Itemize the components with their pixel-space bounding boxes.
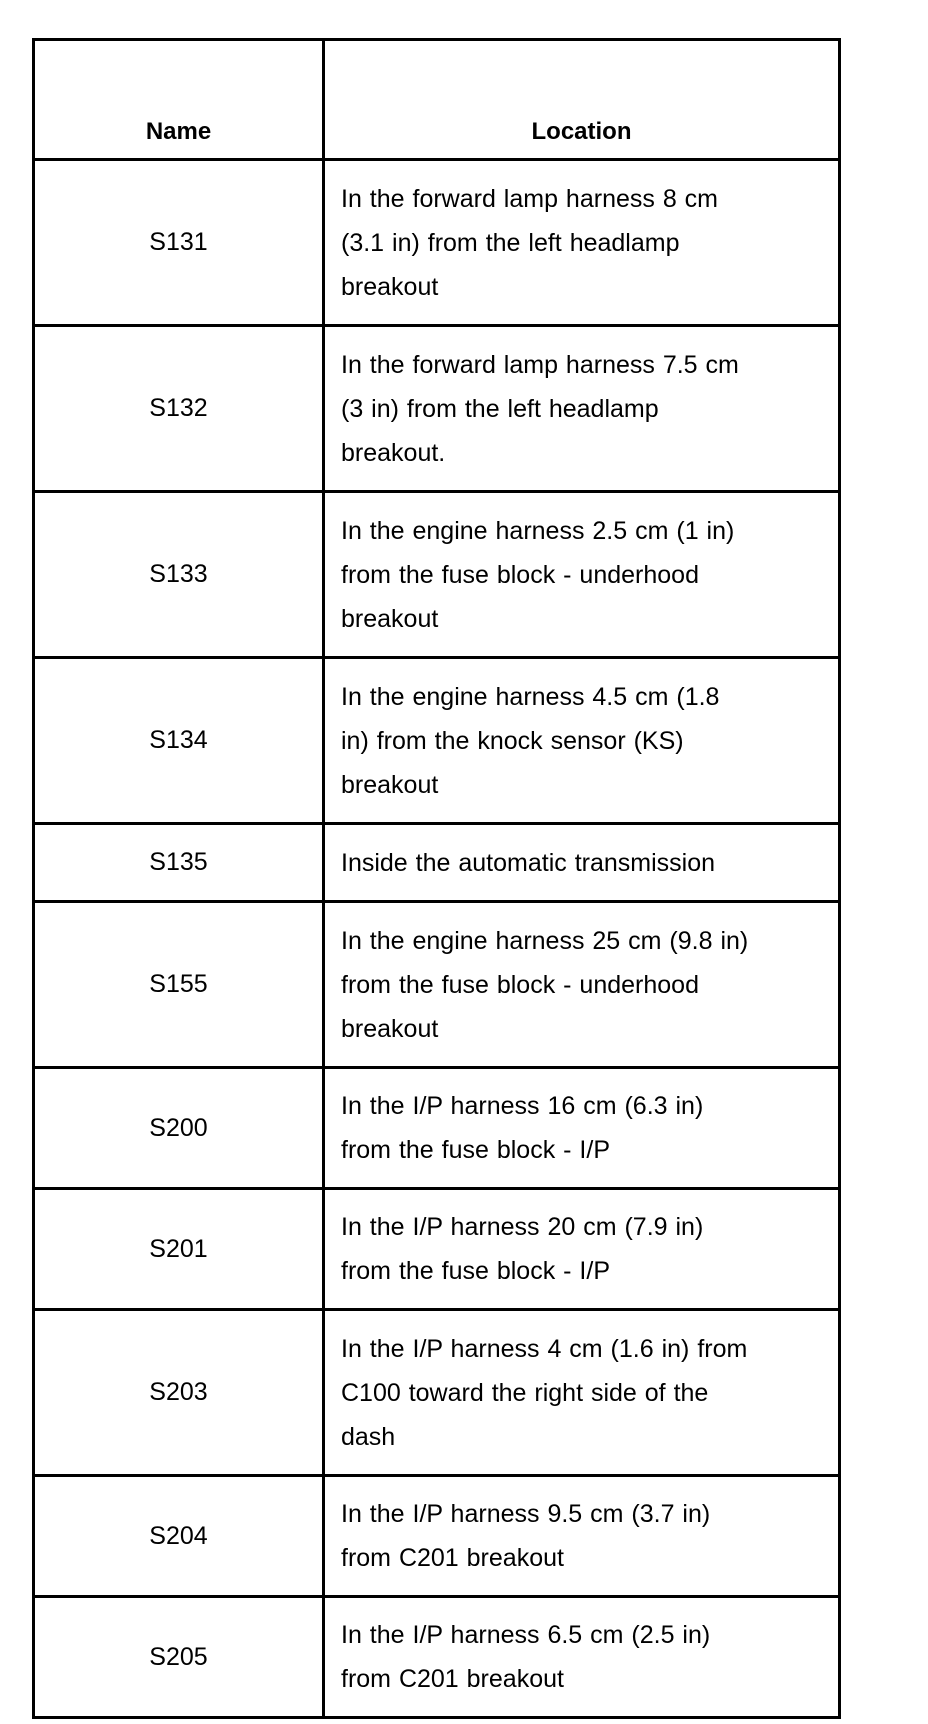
location-line: In the forward lamp harness 7.5 cm bbox=[341, 350, 739, 379]
splice-name-cell: S200 bbox=[34, 1068, 324, 1189]
table-row bbox=[34, 658, 840, 824]
location-line: (3 in) from the left headlamp bbox=[341, 394, 659, 423]
location-line: In the I/P harness 6.5 cm (2.5 in) bbox=[341, 1621, 711, 1649]
location-line: C100 toward the right side of the bbox=[341, 1378, 709, 1407]
table-row bbox=[34, 1068, 840, 1189]
location-line: breakout. bbox=[341, 438, 446, 467]
column-header-name: Name bbox=[34, 40, 324, 160]
splice-name-cell: S205 bbox=[34, 1597, 324, 1718]
splice-name-cell: S135 bbox=[34, 824, 324, 902]
location-line: in) from the knock sensor (KS) bbox=[341, 726, 684, 755]
splice-name-cell: S133 bbox=[34, 492, 324, 658]
splice-location-cell bbox=[324, 326, 840, 492]
table-row bbox=[34, 326, 840, 492]
splice-location-cell bbox=[324, 492, 840, 658]
location-line: from the fuse block - underhood bbox=[341, 970, 699, 999]
splice-location-cell bbox=[324, 1189, 840, 1310]
column-header-location: Location bbox=[324, 40, 840, 160]
location-line: In the engine harness 4.5 cm (1.8 bbox=[341, 682, 720, 711]
splice-name-cell: S134 bbox=[34, 658, 324, 824]
splice-name-cell: S204 bbox=[34, 1476, 324, 1597]
splice-location-cell bbox=[324, 1068, 840, 1189]
splice-location-cell bbox=[324, 658, 840, 824]
header-row bbox=[34, 40, 840, 160]
location-line: breakout bbox=[341, 604, 439, 633]
location-line: from the fuse block - I/P bbox=[341, 1136, 610, 1164]
location-line: dash bbox=[341, 1422, 396, 1451]
table-row bbox=[34, 824, 840, 902]
location-line: In the I/P harness 9.5 cm (3.7 in) bbox=[341, 1500, 711, 1528]
location-line: (3.1 in) from the left headlamp bbox=[341, 228, 680, 257]
splice-location-cell bbox=[324, 1310, 840, 1476]
table-row bbox=[34, 160, 840, 326]
location-line: from C201 breakout bbox=[341, 1544, 564, 1572]
location-line: In the forward lamp harness 8 cm bbox=[341, 184, 718, 213]
splice-name-cell: S203 bbox=[34, 1310, 324, 1476]
location-line: In the engine harness 2.5 cm (1 in) bbox=[341, 516, 735, 545]
table-row bbox=[34, 492, 840, 658]
location-line: from the fuse block - underhood bbox=[341, 560, 699, 589]
location-line: breakout bbox=[341, 272, 439, 301]
table-row bbox=[34, 902, 840, 1068]
table-row bbox=[34, 1476, 840, 1597]
splice-name-cell: S155 bbox=[34, 902, 324, 1068]
splice-location-cell bbox=[324, 902, 840, 1068]
table-body bbox=[34, 160, 840, 1718]
location-line: Inside the automatic transmission bbox=[341, 848, 716, 877]
location-line: In the engine harness 25 cm (9.8 in) bbox=[341, 926, 749, 955]
table-row bbox=[34, 1310, 840, 1476]
location-line: from C201 breakout bbox=[341, 1665, 564, 1693]
location-line: breakout bbox=[341, 1014, 439, 1043]
location-line: In the I/P harness 4 cm (1.6 in) from bbox=[341, 1334, 748, 1363]
location-line: In the I/P harness 20 cm (7.9 in) bbox=[341, 1213, 704, 1241]
splice-location-table bbox=[32, 38, 841, 1719]
splice-location-cell bbox=[324, 1597, 840, 1718]
splice-location-cell bbox=[324, 1476, 840, 1597]
table-row bbox=[34, 1597, 840, 1718]
splice-name-cell: S131 bbox=[34, 160, 324, 326]
splice-location-cell bbox=[324, 160, 840, 326]
splice-name-cell: S132 bbox=[34, 326, 324, 492]
splice-location-cell bbox=[324, 824, 840, 902]
location-line: In the I/P harness 16 cm (6.3 in) bbox=[341, 1092, 704, 1120]
table-row bbox=[34, 1189, 840, 1310]
location-line: breakout bbox=[341, 770, 439, 799]
location-line: from the fuse block - I/P bbox=[341, 1257, 610, 1285]
splice-name-cell: S201 bbox=[34, 1189, 324, 1310]
